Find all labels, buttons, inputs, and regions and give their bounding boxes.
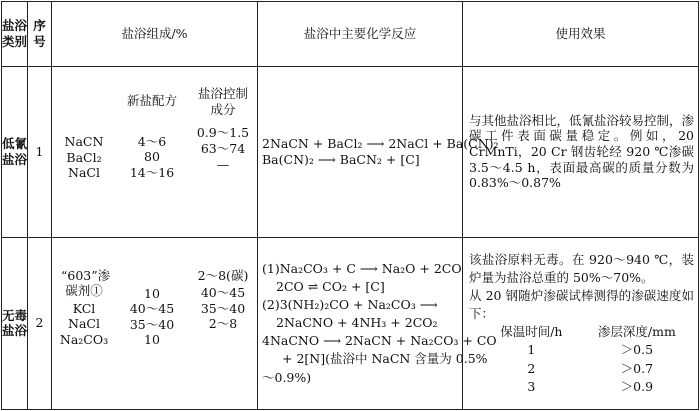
row2-new-values: [116, 238, 188, 409]
control-header: 盐浴控制成分: [197, 86, 248, 117]
speed-header-depth: 渗层深度/mm: [597, 324, 676, 340]
row1-control-values: [188, 67, 258, 236]
row2-effect: [463, 237, 699, 409]
salt-bath-table: [1, 1, 699, 410]
component-cell: KCl: [72, 300, 96, 316]
speed-row: [469, 360, 694, 378]
value-cell: 63～74: [200, 141, 246, 157]
speed-depth: ＞0.7: [620, 360, 654, 376]
value-cell: 35～40: [200, 300, 246, 316]
component-cell: “603”渗碳剂①: [61, 267, 111, 299]
table-row: [2, 237, 699, 409]
effect-intro: 该盐浴原料无毒。在 920～940 ℃，装炉量为盐浴总重的 50%～70%。: [469, 251, 694, 285]
speed-time: 2: [527, 360, 536, 376]
value-cell: 40～45: [129, 301, 175, 317]
speed-row: [469, 378, 694, 396]
component-cell: NaCN: [64, 134, 104, 150]
row1-reactions: [258, 67, 499, 237]
header-seq: 序号: [28, 2, 52, 67]
value-cell: 14～16: [129, 165, 175, 181]
row2-category: 无毒盐浴: [2, 237, 28, 409]
new-formula-header: 新盐配方: [126, 93, 177, 109]
table-row: [2, 67, 699, 237]
reaction-line: (2)3(NH₂)₂CO + Na₂CO₃ ⟶: [262, 297, 438, 313]
speed-time: 3: [527, 378, 536, 394]
reaction-line: ～0.9%): [262, 369, 312, 385]
row1-category: 低氰盐浴: [2, 67, 28, 237]
reaction-line: (1)Na₂CO₃ + C ⟶ Na₂O + 2CO: [262, 260, 462, 276]
value-cell: 80: [144, 149, 160, 165]
row2-seq: 2: [28, 237, 52, 409]
speed-header-time: 保温时间/h: [500, 324, 563, 340]
row1-effect: [463, 67, 699, 237]
effect-text: 与其他盐浴相比，低氰盐浴较易控制，渗碳工件表面碳量稳定。例如，20 CrMnTi，20 Cr 钢齿轮经 920 ℃渗碳 3.5～4.5 h，表面最高碳的质量分数为 0.83%～0.87%: [469, 112, 695, 191]
header-category: 盐浴类别: [2, 2, 28, 67]
speed-depth: ＞0.5: [620, 342, 654, 358]
row1-composition: [52, 67, 258, 237]
row1-new-values: [116, 67, 188, 236]
speed-time: 1: [527, 342, 536, 358]
row2-components: [52, 238, 116, 409]
value-cell: 10: [144, 285, 160, 301]
component-cell: NaCl: [68, 316, 100, 332]
row2-reactions: [258, 237, 497, 409]
value-cell: —: [216, 156, 230, 172]
reaction-line: 2NaCNO + 4NH₃ + 2CO₂: [276, 315, 438, 331]
header-row: [2, 2, 699, 67]
reaction-line: 2CO ⇌ CO₂ + [C]: [276, 278, 385, 294]
header-composition: 盐浴组成/%: [52, 2, 258, 67]
value-cell: 2～8(碳): [197, 267, 249, 283]
reaction-line: + 2[N](盐浴中 NaCN 含量为 0.5%: [282, 351, 488, 367]
speed-row: [469, 341, 694, 359]
speed-depth: ＞0.9: [620, 378, 654, 394]
value-cell: 4～6: [137, 133, 167, 149]
value-cell: 10: [144, 332, 160, 348]
component-cell: BaCl₂: [66, 149, 102, 165]
effect-intro2: 从 20 钢随炉渗碳试棒测得的渗碳速度如下：: [469, 288, 694, 322]
speed-header-row: [469, 323, 694, 341]
value-cell: 2～8: [208, 316, 238, 332]
component-cell: NaCl: [68, 165, 100, 181]
component-cell: Na₂CO₃: [59, 332, 109, 348]
value-cell: 0.9～1.5: [196, 125, 250, 141]
row1-seq: 1: [28, 67, 52, 237]
row1-components: [52, 67, 116, 236]
reaction-line: 2NaCN + BaCl₂ ⟶ 2NaCl + Ba(CN)₂: [262, 136, 499, 152]
row2-control-values: [188, 238, 258, 409]
reaction-line: 4NaCNO ⟶ 2NaCN + Na₂CO₃ + CO: [262, 333, 497, 349]
value-cell: 40～45: [200, 285, 246, 301]
value-cell: 35～40: [129, 316, 175, 332]
header-effect: 使用效果: [463, 2, 699, 67]
header-reaction: 盐浴中主要化学反应: [258, 2, 463, 67]
row2-composition: [52, 237, 258, 409]
reaction-line: Ba(CN)₂ ⟶ BaCN₂ + [C]: [262, 151, 420, 167]
